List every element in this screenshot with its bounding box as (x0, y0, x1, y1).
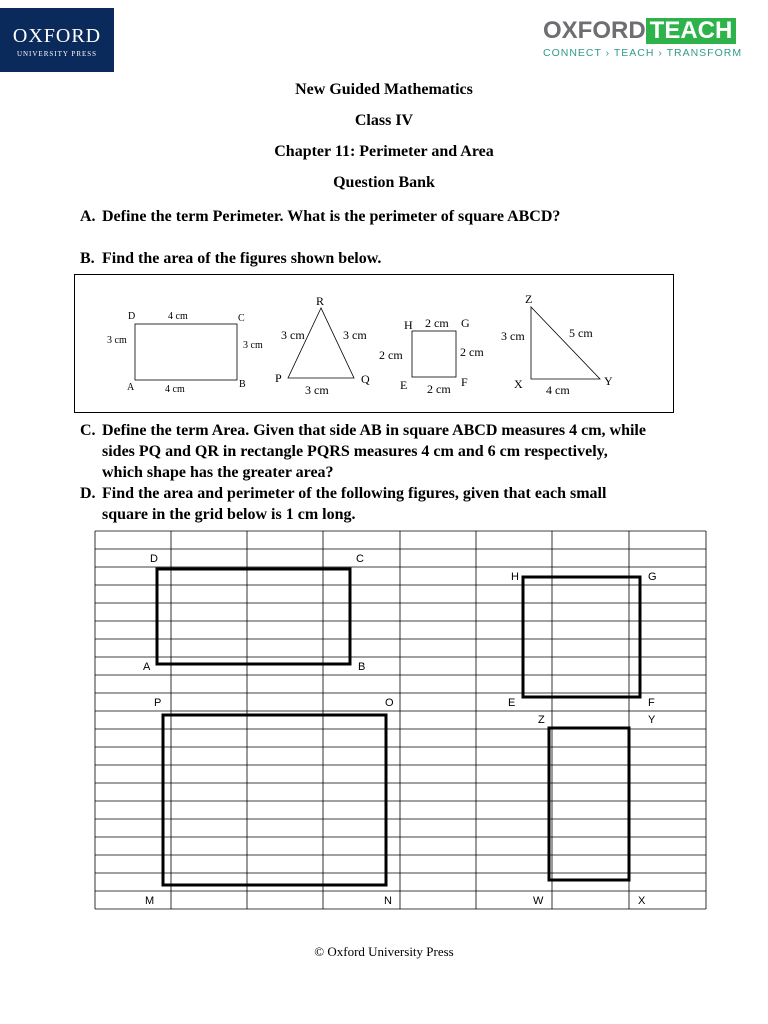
teach-logo-word1: OXFORD (543, 17, 646, 44)
grid-label-z: Z (538, 714, 545, 726)
rt-height-length: 3 cm (501, 329, 525, 343)
rect-right-length: 3 cm (243, 340, 263, 351)
question-a-label: A. (80, 208, 96, 225)
question-c-line3: which shape has the greater area? (102, 464, 334, 481)
grid-label-f: F (648, 697, 655, 709)
rect-top-length: 4 cm (168, 311, 188, 322)
question-b-text: Find the area of the figures shown below. (102, 250, 382, 267)
tri-label-q: Q (361, 372, 370, 386)
grid-label-m: M (145, 895, 155, 907)
rt-label-x: X (514, 377, 523, 391)
grid-label-c: C (356, 553, 364, 565)
rect-label-a: A (127, 382, 135, 393)
sq-left-length: 2 cm (379, 348, 403, 362)
grid-rect-mnop (163, 715, 386, 885)
rt-label-y: Y (604, 374, 613, 388)
oup-logo-subtitle: UNIVERSITY PRESS (16, 50, 98, 58)
class-title: Class IV (354, 112, 414, 129)
teach-logo-word2: TEACH (646, 18, 737, 44)
grid-label-a: A (143, 661, 151, 673)
rect-bottom-length: 4 cm (165, 384, 185, 395)
rect-left-length: 3 cm (107, 335, 127, 346)
grid-label-o: O (385, 697, 394, 709)
sq-label-e: E (400, 378, 408, 392)
sq-label-h: H (404, 318, 413, 332)
question-d-label: D. (80, 485, 96, 502)
rt-base-length: 4 cm (546, 383, 570, 397)
rect-label-d: D (128, 311, 136, 322)
section-title: Question Bank (333, 174, 435, 191)
grid-rect-wxyz (549, 728, 629, 880)
sq-bottom-length: 2 cm (427, 382, 451, 396)
rt-hyp-length: 5 cm (569, 326, 593, 340)
grid-label-x: X (638, 895, 646, 907)
grid-label-w: W (533, 895, 544, 907)
question-c-label: C. (80, 422, 96, 439)
sq-right-length: 2 cm (460, 345, 484, 359)
footer-copyright: © Oxford University Press (314, 944, 454, 959)
question-a-text: Define the term Perimeter. What is the perimeter of square ABCD? (102, 208, 561, 225)
rt-label-z: Z (525, 292, 533, 306)
question-d-line1: Find the area and perimeter of the following figures, given that each small (102, 485, 607, 502)
book-title: New Guided Mathematics (295, 81, 473, 98)
grid-label-h: H (511, 571, 519, 583)
tri-label-r: R (316, 294, 325, 308)
grid-label-p: P (154, 697, 162, 709)
tri-right-length: 3 cm (343, 328, 367, 342)
grid-label-e: E (508, 697, 516, 709)
question-d-line2: square in the grid below is 1 cm long. (102, 506, 356, 523)
grid-label-n: N (384, 895, 392, 907)
oup-logo-title: OXFORD (12, 25, 102, 47)
rect-label-b: B (239, 379, 246, 390)
grid-rect-efgh (523, 577, 640, 697)
question-c-line2: sides PQ and QR in rectangle PQRS measures 4 cm and 6 cm respectively, (102, 443, 608, 460)
tri-label-p: P (275, 371, 282, 385)
rect-label-c: C (238, 313, 245, 324)
grid-label-b: B (358, 661, 366, 673)
teach-logo-tagline: CONNECT › TEACH › TRANSFORM (543, 47, 743, 59)
question-b-label: B. (80, 250, 95, 267)
chapter-title: Chapter 11: Perimeter and Area (274, 143, 494, 160)
grid-lines (95, 531, 706, 909)
sq-label-g: G (461, 316, 470, 330)
grid-label-d: D (150, 553, 158, 565)
grid-rect-abcd (157, 569, 350, 664)
sq-label-f: F (461, 375, 468, 389)
sq-top-length: 2 cm (425, 316, 449, 330)
question-c-line1: Define the term Area. Given that side AB in square ABCD measures 4 cm, while (102, 422, 646, 439)
tri-base-length: 3 cm (305, 383, 329, 397)
tri-left-length: 3 cm (281, 328, 305, 342)
grid-label-g: G (648, 571, 657, 583)
grid-label-y: Y (648, 714, 656, 726)
